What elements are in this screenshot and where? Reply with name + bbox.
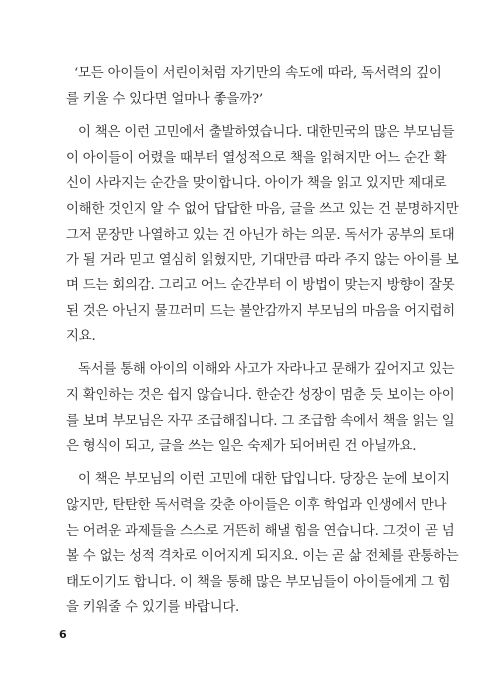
- text-line: 그저 문장만 나열하고 있는 건 아닌가 하는 의문. 독서가 공부의 토대: [66, 228, 455, 243]
- text-line: 를 보며 부모님은 자꾸 조급해집니다. 그 조급함 속에서 책을 읽는 일: [66, 414, 455, 429]
- text-line: 이 아이들이 어렸을 때부터 열성적으로 책을 읽혀지만 어느 순간 확: [66, 151, 447, 166]
- text-line: ‘모든 아이들이 서린이처럼 자기만의 속도에 따라, 독서력의 깊이: [74, 66, 442, 81]
- text-line: 를 키울 수 있다면 얼마나 좋을까?’: [66, 92, 263, 107]
- text-line: 지요.: [66, 329, 96, 344]
- text-line: 이 책은 부모님의 이런 고민에 대한 답입니다. 당장은 눈에 보이지: [78, 472, 450, 487]
- text-line: 가 될 거라 믿고 열심히 읽혔지만, 기대만큼 따라 주지 않는 아이를 보: [66, 253, 459, 268]
- text-line: 이해한 것인지 알 수 없어 답답한 마음, 글을 쓰고 있는 건 분명하지만: [66, 202, 459, 217]
- text-line: 이 책은 이런 고민에서 출발하였습니다. 대한민국의 많은 부모님들: [78, 125, 455, 140]
- text-line: 독서를 통해 아이의 이해와 사고가 자라나고 문해가 깊어지고 있는: [78, 362, 455, 377]
- text-line: 않지만, 탄탄한 독서력을 갖춘 아이들은 이후 학업과 인생에서 만나: [66, 498, 447, 513]
- text-line: 는 어려운 과제들을 스스로 거뜬히 해낼 힘을 연습니다. 그것이 곧 넘: [66, 524, 455, 539]
- text-line: 지 확인하는 것은 쉽지 않습니다. 한순간 성장이 멈춘 듯 보이는 아이: [66, 388, 455, 403]
- text-line: 신이 사라지는 순간을 맞이합니다. 아이가 책을 읽고 있지만 제대로: [66, 176, 447, 191]
- text-line: 며 드는 회의감. 그리고 어느 순간부터 이 방법이 맞는지 방향이 잘못: [66, 278, 455, 293]
- text-line: 태도이기도 합니다. 이 책을 통해 많은 부모님들이 아이들에게 그 힘: [66, 575, 451, 590]
- text-line: 된 것은 아닌지 물끄러미 드는 불안감까지 부모님의 마음을 어지럽히: [66, 304, 456, 319]
- text-line: 은 형식이 되고, 글을 쓰는 일은 숙제가 되어버린 건 아닐까요.: [66, 439, 417, 454]
- text-line: 을 키워줄 수 있기를 바랍니다.: [66, 600, 240, 615]
- text-line: 볼 수 없는 성적 격차로 이어지게 되지요. 이는 곧 삶 전체를 관통하는: [66, 549, 459, 564]
- page-number: 6: [59, 628, 67, 641]
